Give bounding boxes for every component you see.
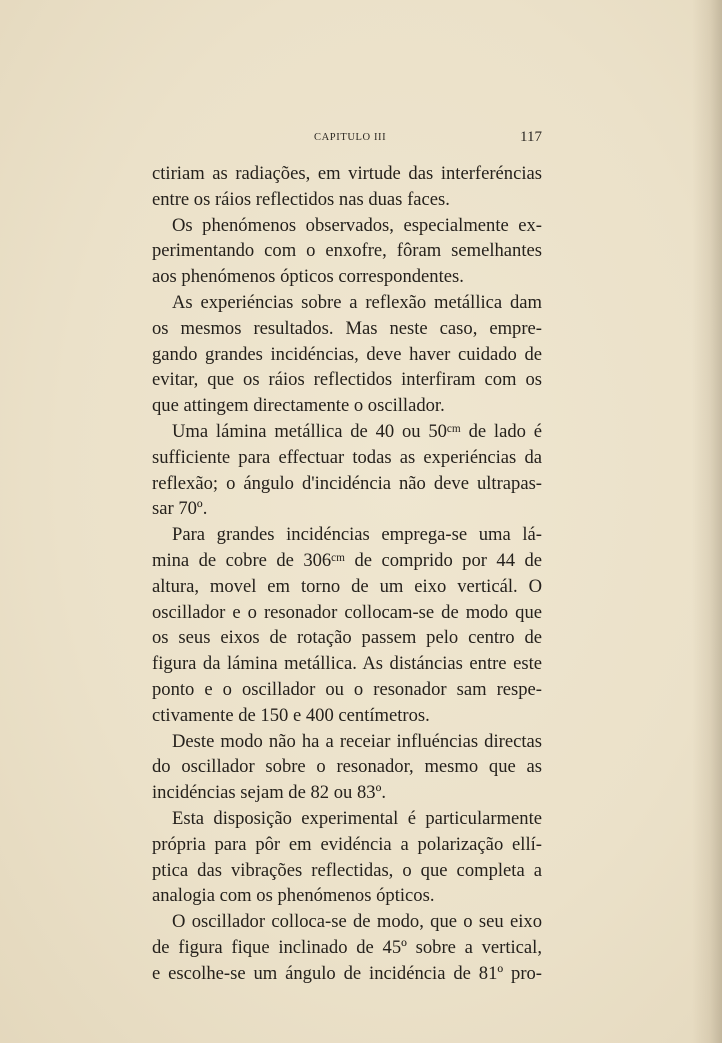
text-line: e escolhe-se um ángulo de incidéncia de 81º pro- [152, 962, 542, 984]
text-line: oscillador e o resonador collocam-se de modo que [152, 601, 542, 623]
text-line: os seus eixos de rotação passem pelo centro de [152, 627, 542, 649]
text-line: As experiéncias sobre a reflexão metállica dam [172, 291, 542, 313]
text-line: figura da lámina metállica. As distáncias entre este [152, 653, 542, 675]
text-line: entre os ráios reflectidos nas duas faces. [152, 188, 450, 210]
text-line: Para grandes incidéncias emprega-se uma lá- [172, 524, 542, 546]
text-line: sar 70º. [152, 498, 208, 520]
text-line: mina de cobre de 306ᶜᵐ de comprido por 44 de [152, 549, 542, 571]
text-line: Esta disposição experimental é particularmente [172, 807, 542, 829]
running-head: CAPITULO III [314, 132, 387, 143]
text-line: evitar, que os ráios reflectidos interfiram com os [152, 369, 542, 391]
text-line: Deste modo não ha a receiar influéncias directas [172, 730, 542, 752]
text-line: que attingem directamente o oscillador. [152, 395, 445, 417]
text-line: ponto e o oscillador ou o resonador sam respe- [152, 678, 542, 700]
text-line: reflexão; o ángulo d'incidéncia não deve ultrapas- [152, 472, 542, 494]
body-text [152, 161, 542, 987]
text-line: de figura fique inclinado de 45º sobre a vertical, [152, 936, 542, 958]
page-edge-shadow [692, 0, 722, 1043]
text-line: ptica das vibrações reflectidas, o que completa a [152, 859, 542, 881]
page-header [152, 131, 542, 151]
text-line: analogia com os phenómenos ópticos. [152, 885, 435, 907]
text-line: própria para pôr em evidéncia a polarização ellí- [152, 833, 542, 855]
text-line: ctivamente de 150 e 400 centímetros. [152, 704, 430, 726]
text-line: O oscillador colloca-se de modo, que o seu eixo [172, 911, 542, 933]
text-line: altura, movel em torno de um eixo verticál. O [152, 575, 542, 597]
text-line: sufficiente para effectuar todas as experiéncias da [152, 446, 542, 468]
page-number: 117 [520, 129, 542, 145]
text-line: perimentando com o enxofre, fôram semelhantes [152, 240, 542, 262]
text-line: gando grandes incidéncias, deve haver cuidado de [152, 343, 542, 365]
text-line: Uma lámina metállica de 40 ou 50ᶜᵐ de lado é [172, 420, 542, 442]
text-line: ctiriam as radiações, em virtude das interferéncias [152, 163, 542, 184]
text-line: incidéncias sejam de 82 ou 83º. [152, 782, 386, 804]
text-line: Os phenómenos observados, especialmente ex- [172, 214, 542, 236]
text-line: do oscillador sobre o resonador, mesmo que as [152, 756, 542, 778]
text-line: aos phenómenos ópticos correspondentes. [152, 266, 464, 288]
text-line: os mesmos resultados. Mas neste caso, empre- [152, 317, 542, 339]
